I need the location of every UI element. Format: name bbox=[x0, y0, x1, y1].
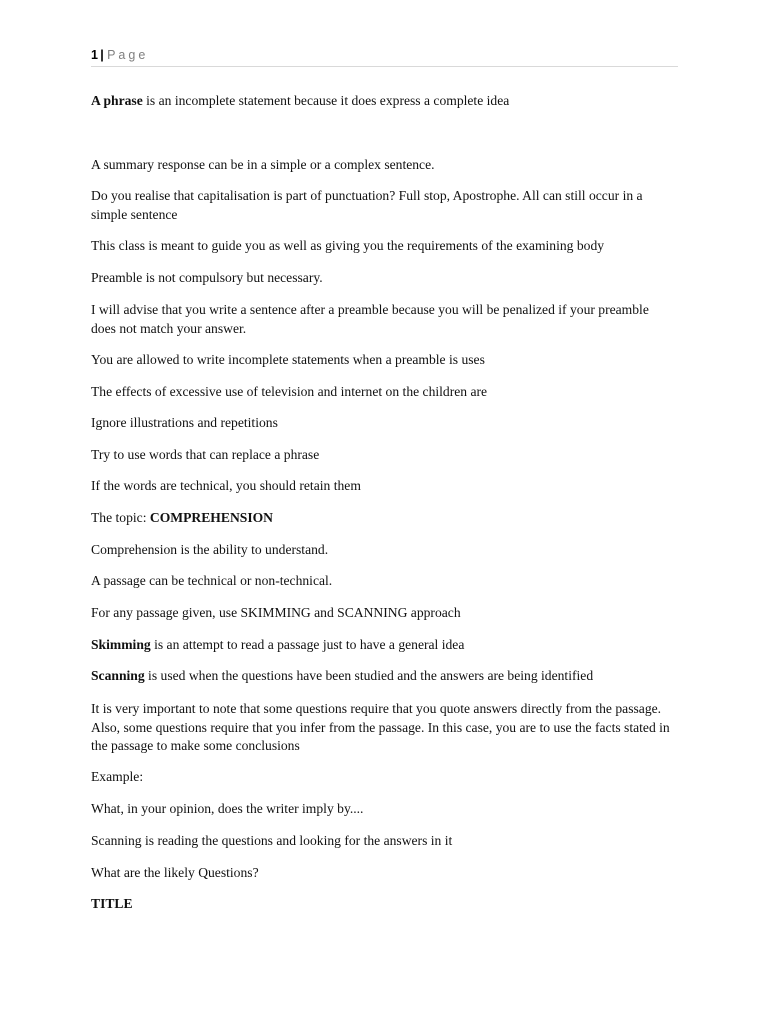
page-label: Page bbox=[107, 48, 149, 62]
paragraph-phrase-definition: A phrase is an incomplete statement because it does express a complete idea bbox=[91, 93, 510, 108]
paragraph-advise-sentence: I will advise that you write a sentence after a preamble because you will be penalized if your preamble does not match your answer. bbox=[91, 302, 649, 336]
paragraph-incomplete-statements: You are allowed to write incomplete statements when a preamble is uses bbox=[91, 352, 485, 367]
paragraph-capitalisation: Do you realise that capitalisation is part of punctuation? Full stop, Apostrophe. All can still occur in a simple sentence bbox=[91, 188, 643, 222]
paragraph-important-note: It is very important to note that some questions require that you quote answers directly from the passage. Also, some questions require that you infer from the passage. In this case, you are to use the facts stated in the passage to make some conclusions bbox=[91, 701, 670, 753]
paragraph-ignore-illustrations: Ignore illustrations and repetitions bbox=[91, 415, 278, 430]
paragraph-scanning-reading: Scanning is reading the questions and looking for the answers in it bbox=[91, 833, 453, 848]
page-header bbox=[91, 46, 678, 67]
paragraph-example-question: What, in your opinion, does the writer imply by.... bbox=[91, 801, 364, 816]
paragraph-title-heading: TITLE bbox=[91, 896, 133, 911]
paragraph-skimming-definition: Skimming is an attempt to read a passage just to have a general idea bbox=[91, 637, 465, 652]
paragraph-summary-response: A summary response can be in a simple or a complex sentence. bbox=[91, 157, 435, 172]
page-number: 1 bbox=[91, 48, 99, 62]
paragraph-passage-types: A passage can be technical or non-technical. bbox=[91, 573, 333, 588]
paragraph-preamble: Preamble is not compulsory but necessary. bbox=[91, 270, 323, 285]
paragraph-skimming-scanning: For any passage given, use SKIMMING and SCANNING approach bbox=[91, 605, 461, 620]
header-separator: | bbox=[100, 48, 105, 62]
paragraph-likely-questions: What are the likely Questions? bbox=[91, 865, 259, 880]
paragraph-topic-heading: The topic: COMPREHENSION bbox=[91, 510, 273, 525]
paragraph-technical-words: If the words are technical, you should retain them bbox=[91, 478, 361, 493]
paragraph-scanning-definition: Scanning is used when the questions have been studied and the answers are being identified bbox=[91, 668, 594, 683]
paragraph-replace-phrase: Try to use words that can replace a phrase bbox=[91, 447, 320, 462]
paragraph-class-guide: This class is meant to guide you as well as giving you the requirements of the examining body bbox=[91, 238, 605, 253]
paragraph-example-label: Example: bbox=[91, 769, 144, 784]
paragraph-comprehension-definition: Comprehension is the ability to understand. bbox=[91, 542, 329, 557]
paragraph-effects-example: The effects of excessive use of television and internet on the children are bbox=[91, 384, 488, 399]
